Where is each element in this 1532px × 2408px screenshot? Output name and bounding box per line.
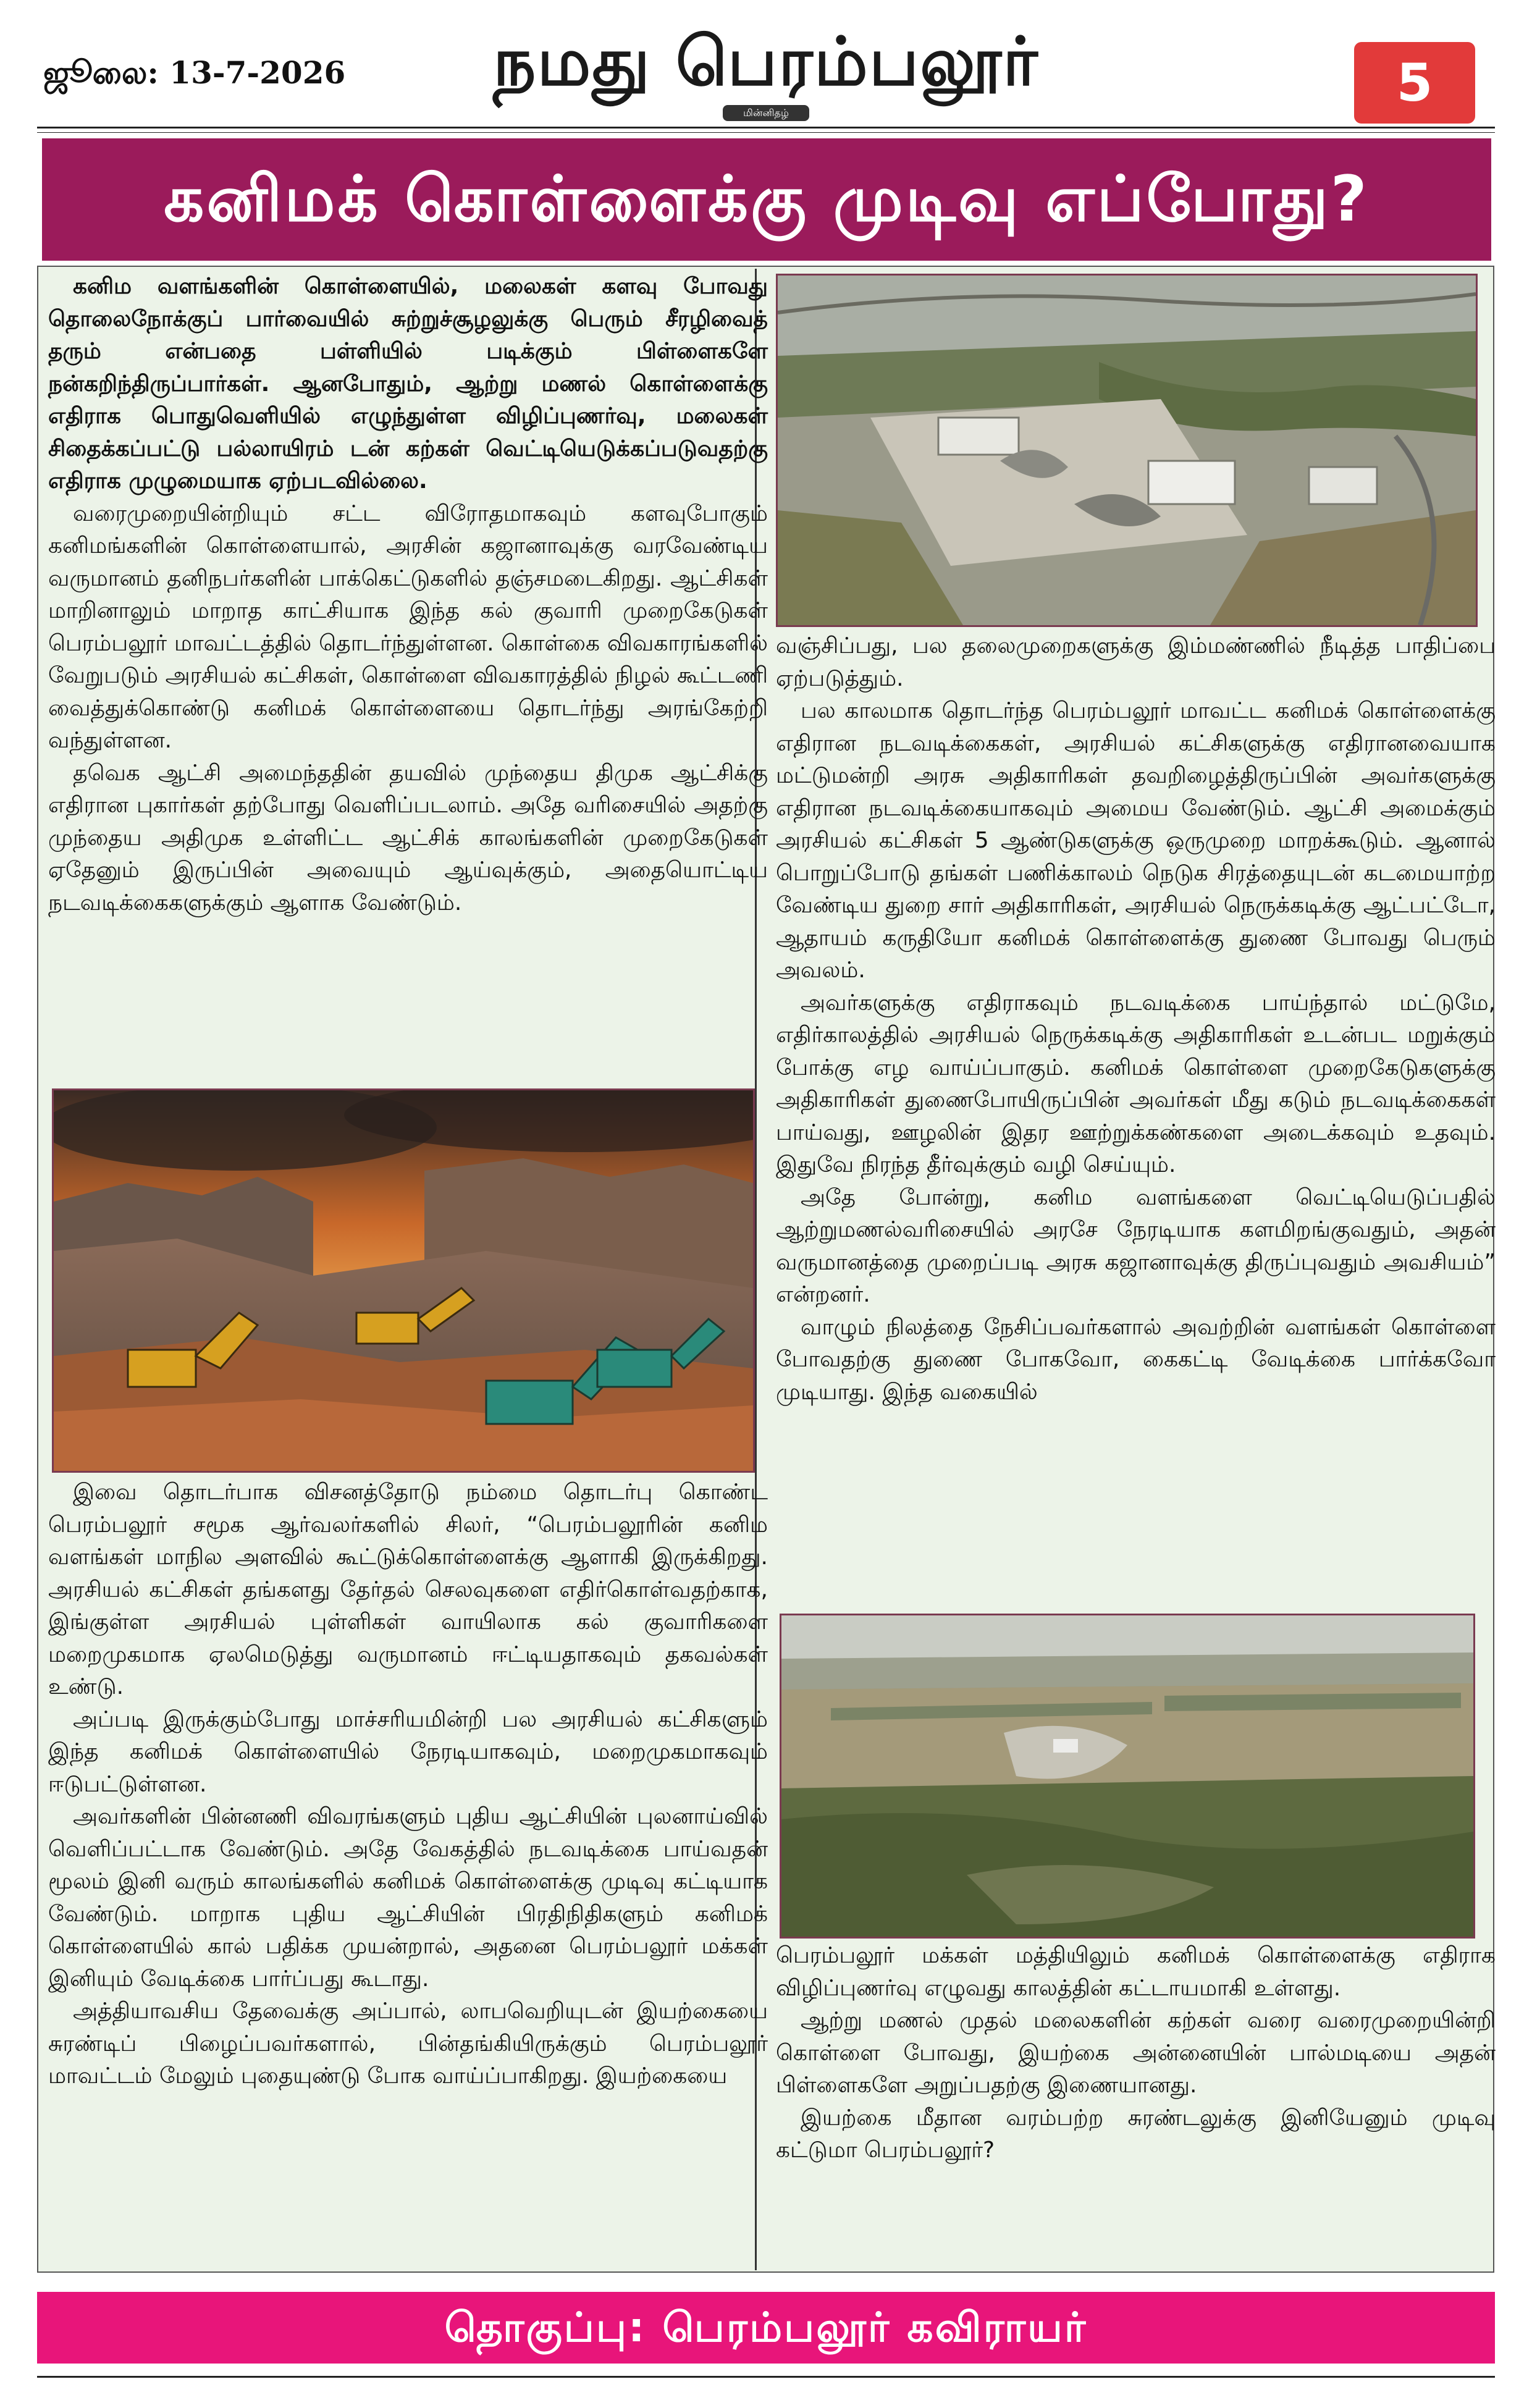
right-column-middle — [776, 630, 1496, 1606]
article-paragraph: அத்தியாவசிய தேவைக்கு அப்பால், லாபவெறியுடன் இயற்கையை சுரண்டிப் பிழைப்பவர்களால், பின்தங்கியிருக்கும் பெரம்பலூர் மாவட்டம் மேலும் புதையுண்டு போக வாய்ப்பாகிறது. இயற்கையை — [48, 1998, 768, 2089]
article-paragraph: அதே போன்று, கனிம வளங்களை வெட்டியெடுப்பதில் ஆற்றுமணல்வரிசையில் அரசே நேரடியாக களமிறங்குவதும், அதன் வருமானத்தை முறைப்படி அரசு கஜானாவுக்கு திருப்புவதும் அவசியம்” என்றனர். — [776, 1184, 1496, 1307]
article-paragraph: பல காலமாக தொடர்ந்த பெரம்பலூர் மாவட்ட கனிமக் கொள்ளைக்கு எதிரான நடவடிக்கைகள், அரசியல் கட்சிகளுக்கு எதிரானவையாக மட்டுமன்றி அரசு அதிகாரிகள் தவறிழைத்திருப்பின் அவர்களுக்கு எதிரான நடவடிக்கையாகவும் அமைய வேண்டும். ஆட்சி அமைக்கும் அரசியல் கட்சிகள் 5 ஆண்டுகளுக்கு ஒருமுறை மாறக்கூடும். ஆனால் பொறுப்போடு தங்கள் பணிக்காலம் நெடுக சிரத்தையுடன் கடமையாற்ற வேண்டிய துறை சார் அதிகாரிகள், அரசியல் நெருக்கடிக்கு ஆட்பட்டோ, ஆதாயம் கருதியோ கனிமக் கொள்ளைக்கு துணை போவது பெரும் அவலம். — [776, 698, 1496, 983]
headline-band — [42, 138, 1491, 261]
article-paragraph: ஆற்று மணல் முதல் மலைகளின் கற்கள் வரை வரைமுறையின்றி கொள்ளை போவது, இயற்கை அன்னையின் பால்மடியை அதன் பிள்ளைகளே அறுப்பதற்கு இணையானது. — [776, 2008, 1496, 2098]
byline-band — [37, 2292, 1495, 2364]
right-column-bottom — [776, 1940, 1496, 2261]
article-paragraph: இயற்கை மீதான வரம்பற்ற சுரண்டலுக்கு இனியேனும் முடிவு கட்டுமா பெரம்பலூர்? — [776, 2105, 1496, 2163]
lead-paragraph: கனிம வளங்களின் கொள்ளையில், மலைகள் களவு போவது தொலைநோக்குப் பார்வையில் சுற்றுச்சூழலுக்கு பெரும் சீரழிவைத் தரும் என்பதை பள்ளியில் படிக்கும் பிள்ளைகளே நன்கறிந்திருப்பார்கள். ஆனபோதும், ஆற்று மணல் கொள்ளைக்கு எதிராக பொதுவெளியில் எழுந்துள்ள விழிப்புணர்வு, மலைகள் சிதைக்கப்பட்டு பல்லாயிரம் டன் கற்கள் வெட்டியெடுக்கப்படுவதற்கு எதிராக முழுமையாக ஏற்படவில்லை. — [48, 274, 768, 494]
header-rule-thin — [37, 132, 1495, 133]
valley-quarry-photo — [780, 1614, 1475, 1939]
article-paragraph: வரைமுறையின்றியும் சட்ட விரோதமாகவும் களவுபோகும் கனிமங்களின் கொள்ளையால், அரசின் கஜானாவுக்கு வரவேண்டிய வருமானம் தனிநபர்களின் பாக்கெட்டுகளில் தஞ்சமடைகிறது. ஆட்சிகள் மாறினாலும் மாறாத காட்சியாக இந்த கல் குவாரி முறைகேடுகள் பெரம்பலூர் மாவட்டத்தில் தொடர்ந்துள்ளன. கொள்கை விவகாரங்களில் வேறுபடும் அரசியல் கட்சிகள், கொள்ளை விவகாரத்தில் நிழல் கூட்டணி வைத்துக்கொண்டு கனிமக் கொள்ளையை தொடர்ந்து அரங்கேற்றி வந்துள்ளன. — [48, 500, 768, 753]
byline: தொகுப்பு: பெரம்பலூர் கவிராயர் — [444, 2304, 1088, 2351]
article-paragraph: வஞ்சிப்பது, பல தலைமுறைகளுக்கு இம்மண்ணில் நீடித்த பாதிப்பை ஏற்படுத்தும். — [776, 633, 1496, 691]
headline: கனிமக் கொள்ளைக்கு முடிவு எப்போது? — [164, 162, 1370, 236]
footer-rule — [37, 2376, 1495, 2378]
left-column-bottom — [48, 1476, 768, 2267]
valley-quarry-image — [781, 1615, 1473, 1937]
article-paragraph: அவர்களின் பின்னணி விவரங்களும் புதிய ஆட்சியின் புலனாய்வில் வெளிப்பட்டாக வேண்டும். அதே வேகத்தில் நடவடிக்கை பாய்வதன் மூலம் இனி வரும் காலங்களில் கனிமக் கொள்ளைக்கு முடிவு கட்டியாக வேண்டும். மாறாக புதிய ஆட்சியின் பிரதிநிதிகளும் கனிமக் கொள்ளையில் கால் பதிக்க முயன்றால், அதனை பெரம்பலூர் மக்கள் இனியும் வேடிக்கை பார்ப்பது கூடாது. — [48, 1804, 768, 1992]
page-header — [0, 0, 1532, 130]
article-paragraph: பெரம்பலூர் மக்கள் மத்தியிலும் கனிமக் கொள்ளைக்கு எதிராக விழிப்புணர்வு எழுவது காலத்தின் கட்டாயமாகி உள்ளது. — [776, 1943, 1496, 2001]
quarry-excavator-photo — [52, 1088, 755, 1473]
article-paragraph: அவர்களுக்கு எதிராகவும் நடவடிக்கை பாய்ந்தால் மட்டுமே, எதிர்காலத்தில் அரசியல் நெருக்கடிக்கு அதிகாரிகள் உடன்பட மறுக்கும் போக்கு எழ வாய்ப்பாகும். கனிமக் கொள்ளை முறைகேடுகளுக்கு அதிகாரிகள் துணைபோயிருப்பின் அவர்கள் மீது கடும் நடவடிக்கைகள் பாய்வது, ஊழலின் இதர ஊற்றுக்கண்களை அடைக்கவும் உதவும். இதுவே நிரந்த தீர்வுக்கும் வழி செய்யும். — [776, 990, 1496, 1177]
masthead-title: நமது பெரம்பலூர் — [493, 23, 1039, 101]
aerial-quarry-plant-photo — [776, 274, 1478, 627]
article-paragraph: வாழும் நிலத்தை நேசிப்பவர்களால் அவற்றின் வளங்கள் கொள்ளை போவதற்கு துணை போகவோ, கைகட்டி வேடிக்கை பார்க்கவோ முடியாது. இந்த வகையில் — [776, 1314, 1496, 1405]
article-paragraph: இவை தொடர்பாக விசனத்தோடு நம்மை தொடர்பு கொண்ட பெரம்பலூர் சமூக ஆர்வலர்களில் சிலர், “பெரம்பலூரின் கனிம வளங்கள் மாநில அளவில் கூட்டுக்கொள்ளைக்கு ஆளாகி இருக்கிறது. அரசியல் கட்சிகள் தங்களது தேர்தல் செலவுகளை எதிர்கொள்வதற்காக, இங்குள்ள அரசியல் புள்ளிகள் வாயிலாக கல் குவாரிகளை மறைமுகமாக ஏலமெடுத்து வருமானம் ஈட்டியதாகவும் தகவல்கள் உண்டு. — [48, 1480, 768, 1699]
quarry-excavator-image — [54, 1090, 753, 1471]
aerial-quarry-plant-image — [778, 276, 1476, 625]
header-rule — [37, 127, 1495, 128]
left-column-top — [48, 271, 768, 1067]
article-paragraph: தவெக ஆட்சி அமைந்ததின் தயவில் முந்தைய திமுக ஆட்சிக்கு எதிரான புகார்கள் தற்போது வெளிப்படலாம். அதே வரிசையில் அதற்கு முந்தைய அதிமுக உள்ளிட்ட ஆட்சிக் காலங்களின் முறைகேடுகள் ஏதேனும் இருப்பின் அவையும் ஆய்வுக்கும், அதையொட்டிய நடவடிக்கைகளுக்கும் ஆளாக வேண்டும். — [48, 760, 768, 916]
page-number-badge: 5 — [1354, 42, 1475, 124]
masthead-tagline: மின்னிதழ் — [723, 105, 809, 121]
article-paragraph: அப்படி இருக்கும்போது மாச்சரியமின்றி பல அரசியல் கட்சிகளும் இந்த கனிமக் கொள்ளையில் நேரடியாகவும், மறைமுகமாகவும் ஈடுபட்டுள்ளன. — [48, 1706, 768, 1797]
issue-date: ஜூலை: 13-7-2026 — [43, 54, 346, 91]
